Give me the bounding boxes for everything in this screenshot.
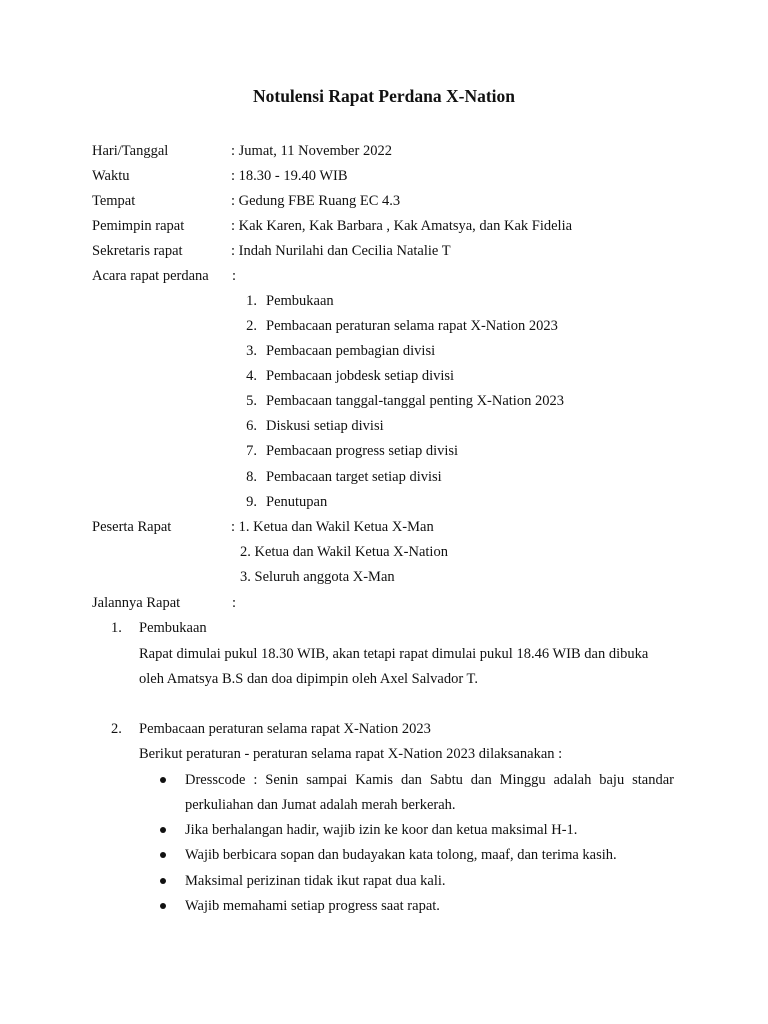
info-label-leader: Pemimpin rapat <box>92 218 185 234</box>
bullet-icon <box>160 852 166 858</box>
rule-item: Wajib berbicara sopan dan budayakan kata tolong, maaf, dan terima kasih. <box>185 847 617 863</box>
jalannya-label: Jalannya Rapat <box>92 595 181 611</box>
section-heading: Pembacaan peraturan selama rapat X-Nation 2023 <box>139 721 431 737</box>
bullet-icon <box>160 903 166 909</box>
info-value-agenda: : <box>232 268 237 284</box>
section-paragraph: oleh Amatsya B.S dan doa dipimpin oleh Axel Salvador T. <box>139 671 478 687</box>
section-heading: Pembukaan <box>139 620 207 636</box>
agenda-num: 9. <box>246 494 257 510</box>
peserta-label: Peserta Rapat <box>92 519 172 535</box>
bullet-icon <box>160 777 166 783</box>
rule-item: Dresscode : Senin sampai Kamis dan Sabtu dan Minggu adalah baju standar <box>185 772 674 788</box>
agenda-num: 2. <box>246 318 257 334</box>
peserta-item: : 1. Ketua dan Wakil Ketua X-Man <box>231 519 434 535</box>
agenda-num: 5. <box>246 393 257 409</box>
rule-item: Maksimal perizinan tidak ikut rapat dua kali. <box>185 873 446 889</box>
agenda-num: 3. <box>246 343 257 359</box>
info-value-time: : 18.30 - 19.40 WIB <box>231 168 348 184</box>
agenda-num: 8. <box>246 469 257 485</box>
section-num: 2. <box>111 721 122 737</box>
info-label-secretary: Sekretaris rapat <box>92 243 183 259</box>
info-value-place: : Gedung FBE Ruang EC 4.3 <box>231 193 401 209</box>
agenda-item: Pembacaan target setiap divisi <box>266 469 442 485</box>
section-num: 1. <box>111 620 122 636</box>
section-intro: Berikut peraturan - peraturan selama rapat X-Nation 2023 dilaksanakan : <box>139 746 563 762</box>
agenda-num: 7. <box>246 443 257 459</box>
bullet-icon <box>160 827 166 833</box>
info-label-date: Hari/Tanggal <box>92 143 169 159</box>
agenda-item: Pembacaan jobdesk setiap divisi <box>266 368 455 384</box>
agenda-item: Pembacaan peraturan selama rapat X-Nation 2023 <box>266 318 558 334</box>
agenda-num: 1. <box>246 293 257 309</box>
agenda-item: Penutupan <box>266 494 328 510</box>
agenda-item: Pembacaan tanggal-tanggal penting X-Nation 2023 <box>266 393 564 409</box>
rule-item-continuation: perkuliahan dan Jumat adalah merah berkerah. <box>185 797 456 813</box>
agenda-num: 4. <box>246 368 257 384</box>
info-label-time: Waktu <box>92 168 130 184</box>
agenda-num: 6. <box>246 418 257 434</box>
peserta-item: 3. Seluruh anggota X-Man <box>240 569 395 585</box>
info-label-place: Tempat <box>92 193 136 209</box>
bullet-icon <box>160 878 166 884</box>
section-paragraph: Rapat dimulai pukul 18.30 WIB, akan tetapi rapat dimulai pukul 18.46 WIB dan dibuka <box>139 646 649 662</box>
info-value-date: : Jumat, 11 November 2022 <box>231 143 392 159</box>
rule-item: Jika berhalangan hadir, wajib izin ke koor dan ketua maksimal H-1. <box>185 822 578 838</box>
jalannya-colon: : <box>232 595 237 611</box>
agenda-item: Diskusi setiap divisi <box>266 418 384 434</box>
info-value-leader: : Kak Karen, Kak Barbara , Kak Amatsya, dan Kak Fidelia <box>231 218 573 234</box>
info-label-agenda: Acara rapat perdana <box>92 268 209 284</box>
agenda-item: Pembacaan pembagian divisi <box>266 343 436 359</box>
info-value-secretary: : Indah Nurilahi dan Cecilia Natalie T <box>231 243 451 259</box>
page-title: Notulensi Rapat Perdana X-Nation <box>252 86 516 106</box>
peserta-item: 2. Ketua dan Wakil Ketua X-Nation <box>240 544 448 560</box>
agenda-item: Pembacaan progress setiap divisi <box>266 443 459 459</box>
rule-item: Wajib memahami setiap progress saat rapat. <box>185 898 440 914</box>
agenda-item: Pembukaan <box>266 293 334 309</box>
